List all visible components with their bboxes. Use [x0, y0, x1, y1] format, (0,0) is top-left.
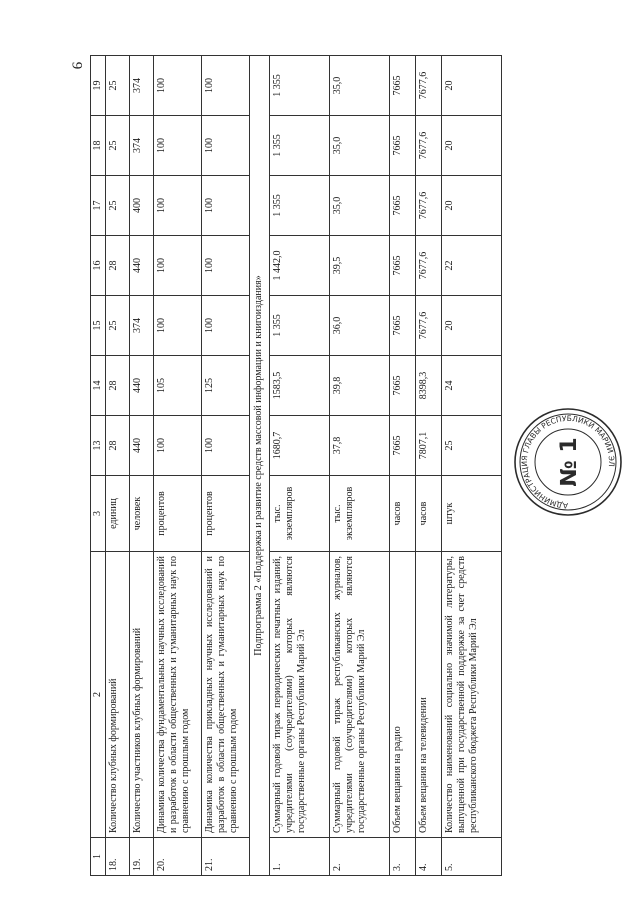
table-row [442, 56, 502, 876]
table-row [106, 56, 130, 876]
value-cell: 20 [442, 116, 502, 176]
unit: человек [130, 476, 154, 552]
header-cell: 18 [91, 116, 106, 176]
header-cell: 19 [91, 56, 106, 116]
header-cell: 2 [91, 552, 106, 838]
page-number: 9 [68, 61, 85, 70]
table-row [390, 56, 416, 876]
value-cell: 25 [106, 116, 130, 176]
indicator-name: Суммарный годовой тираж периодических печатных изданий, учредителями (соучредителями) которых являются государственные органы Республики Марий Эл [270, 552, 330, 838]
header-cell: 13 [91, 416, 106, 476]
indicator-name: Количество участников клубных формирований [130, 552, 154, 838]
value-cell: 39,5 [330, 236, 390, 296]
value-cell: 28 [106, 356, 130, 416]
value-cell: 35,0 [330, 176, 390, 236]
value-cell: 440 [130, 236, 154, 296]
indicator-name: Количество клубных формирований [106, 552, 130, 838]
value-cell: 100 [154, 116, 202, 176]
value-cell: 100 [154, 236, 202, 296]
table-row [130, 56, 154, 876]
indicator-name: Суммарный годовой тираж республиканских журналов, учредителями (соучредителями) которых являются государственные органы Республики Марий Эл [330, 552, 390, 838]
subprogram-title: Подпрограмма 2 «Поддержка и развитие средств массовой информации и книгоиздания» [250, 56, 270, 876]
value-cell: 8398,3 [416, 356, 442, 416]
value-cell: 1 355 [270, 56, 330, 116]
official-stamp [512, 406, 624, 518]
value-cell: 7677,6 [416, 296, 442, 356]
subprogram-row [250, 56, 270, 876]
header-cell: 14 [91, 356, 106, 416]
value-cell: 1 355 [270, 296, 330, 356]
stamp-ring-text: АДМИНИСТРАЦИЯ ГЛАВЫ РЕСПУБЛИКИ МАРИЙ ЭЛ [519, 413, 617, 511]
value-cell: 35,0 [330, 56, 390, 116]
value-cell: 25 [106, 56, 130, 116]
value-cell: 100 [202, 116, 250, 176]
value-cell: 7665 [390, 176, 416, 236]
value-cell: 1583,5 [270, 356, 330, 416]
value-cell: 100 [154, 176, 202, 236]
value-cell: 7665 [390, 56, 416, 116]
row-number: 18. [106, 838, 130, 876]
header-cell: 1 [91, 838, 106, 876]
unit: часов [416, 476, 442, 552]
value-cell: 1 355 [270, 176, 330, 236]
value-cell: 1 355 [270, 116, 330, 176]
value-cell: 7677,6 [416, 176, 442, 236]
unit: тыс. экземпляров [330, 476, 390, 552]
indicators-table [90, 55, 502, 876]
unit: процентов [154, 476, 202, 552]
stamp-number: № 1 [557, 437, 582, 487]
value-cell: 7665 [390, 236, 416, 296]
value-cell: 105 [154, 356, 202, 416]
value-cell: 100 [202, 176, 250, 236]
value-cell: 1 442,0 [270, 236, 330, 296]
row-number: 21. [202, 838, 250, 876]
table-row [202, 56, 250, 876]
value-cell: 22 [442, 236, 502, 296]
row-number: 2. [330, 838, 390, 876]
row-number: 3. [390, 838, 416, 876]
value-cell: 7677,6 [416, 116, 442, 176]
indicator-name: Количество наименований социально значимой литературы, выпущенной при государственной поддержке за счет средств республиканского бюджета Республики Марий Эл [442, 552, 502, 838]
value-cell: 35,0 [330, 116, 390, 176]
value-cell: 39,8 [330, 356, 390, 416]
row-number: 20. [154, 838, 202, 876]
table-row [416, 56, 442, 876]
header-cell: 3 [91, 476, 106, 552]
value-cell: 7677,6 [416, 56, 442, 116]
value-cell: 100 [202, 416, 250, 476]
header-cell: 15 [91, 296, 106, 356]
value-cell: 374 [130, 56, 154, 116]
unit: тыс. экземпляров [270, 476, 330, 552]
value-cell: 100 [202, 56, 250, 116]
value-cell: 28 [106, 236, 130, 296]
row-number: 5. [442, 838, 502, 876]
value-cell: 7677,6 [416, 236, 442, 296]
unit: штук [442, 476, 502, 552]
table-row [330, 56, 390, 876]
value-cell: 125 [202, 356, 250, 416]
header-cell: 16 [91, 236, 106, 296]
value-cell: 7665 [390, 416, 416, 476]
row-number: 1. [270, 838, 330, 876]
value-cell: 400 [130, 176, 154, 236]
value-cell: 100 [202, 296, 250, 356]
value-cell: 440 [130, 356, 154, 416]
unit: процентов [202, 476, 250, 552]
value-cell: 20 [442, 176, 502, 236]
value-cell: 24 [442, 356, 502, 416]
value-cell: 20 [442, 296, 502, 356]
table-row [154, 56, 202, 876]
indicator-name: Динамика количества прикладных научных исследований и разработок в области общественных и гуманитарных наук по сравнению с прошлым годом [202, 552, 250, 838]
value-cell: 25 [442, 416, 502, 476]
indicator-name: Объем вещания на радио [390, 552, 416, 838]
value-cell: 25 [106, 176, 130, 236]
header-row [91, 56, 106, 876]
value-cell: 20 [442, 56, 502, 116]
value-cell: 374 [130, 296, 154, 356]
value-cell: 37,8 [330, 416, 390, 476]
value-cell: 100 [202, 236, 250, 296]
indicator-name: Динамика количества фундаментальных научных исследований и разработок в области общественных и гуманитарных наук по сравнению с прошлым годом [154, 552, 202, 838]
unit: часов [390, 476, 416, 552]
value-cell: 100 [154, 416, 202, 476]
unit: единиц [106, 476, 130, 552]
indicator-name: Объем вещания на телевидении [416, 552, 442, 838]
row-number: 4. [416, 838, 442, 876]
value-cell: 25 [106, 296, 130, 356]
value-cell: 7665 [390, 356, 416, 416]
value-cell: 36,0 [330, 296, 390, 356]
value-cell: 7807,1 [416, 416, 442, 476]
value-cell: 1680,7 [270, 416, 330, 476]
value-cell: 374 [130, 116, 154, 176]
value-cell: 7665 [390, 296, 416, 356]
value-cell: 100 [154, 296, 202, 356]
row-number: 19. [130, 838, 154, 876]
value-cell: 100 [154, 56, 202, 116]
table-row [270, 56, 330, 876]
header-cell: 17 [91, 176, 106, 236]
value-cell: 28 [106, 416, 130, 476]
value-cell: 7665 [390, 116, 416, 176]
value-cell: 440 [130, 416, 154, 476]
